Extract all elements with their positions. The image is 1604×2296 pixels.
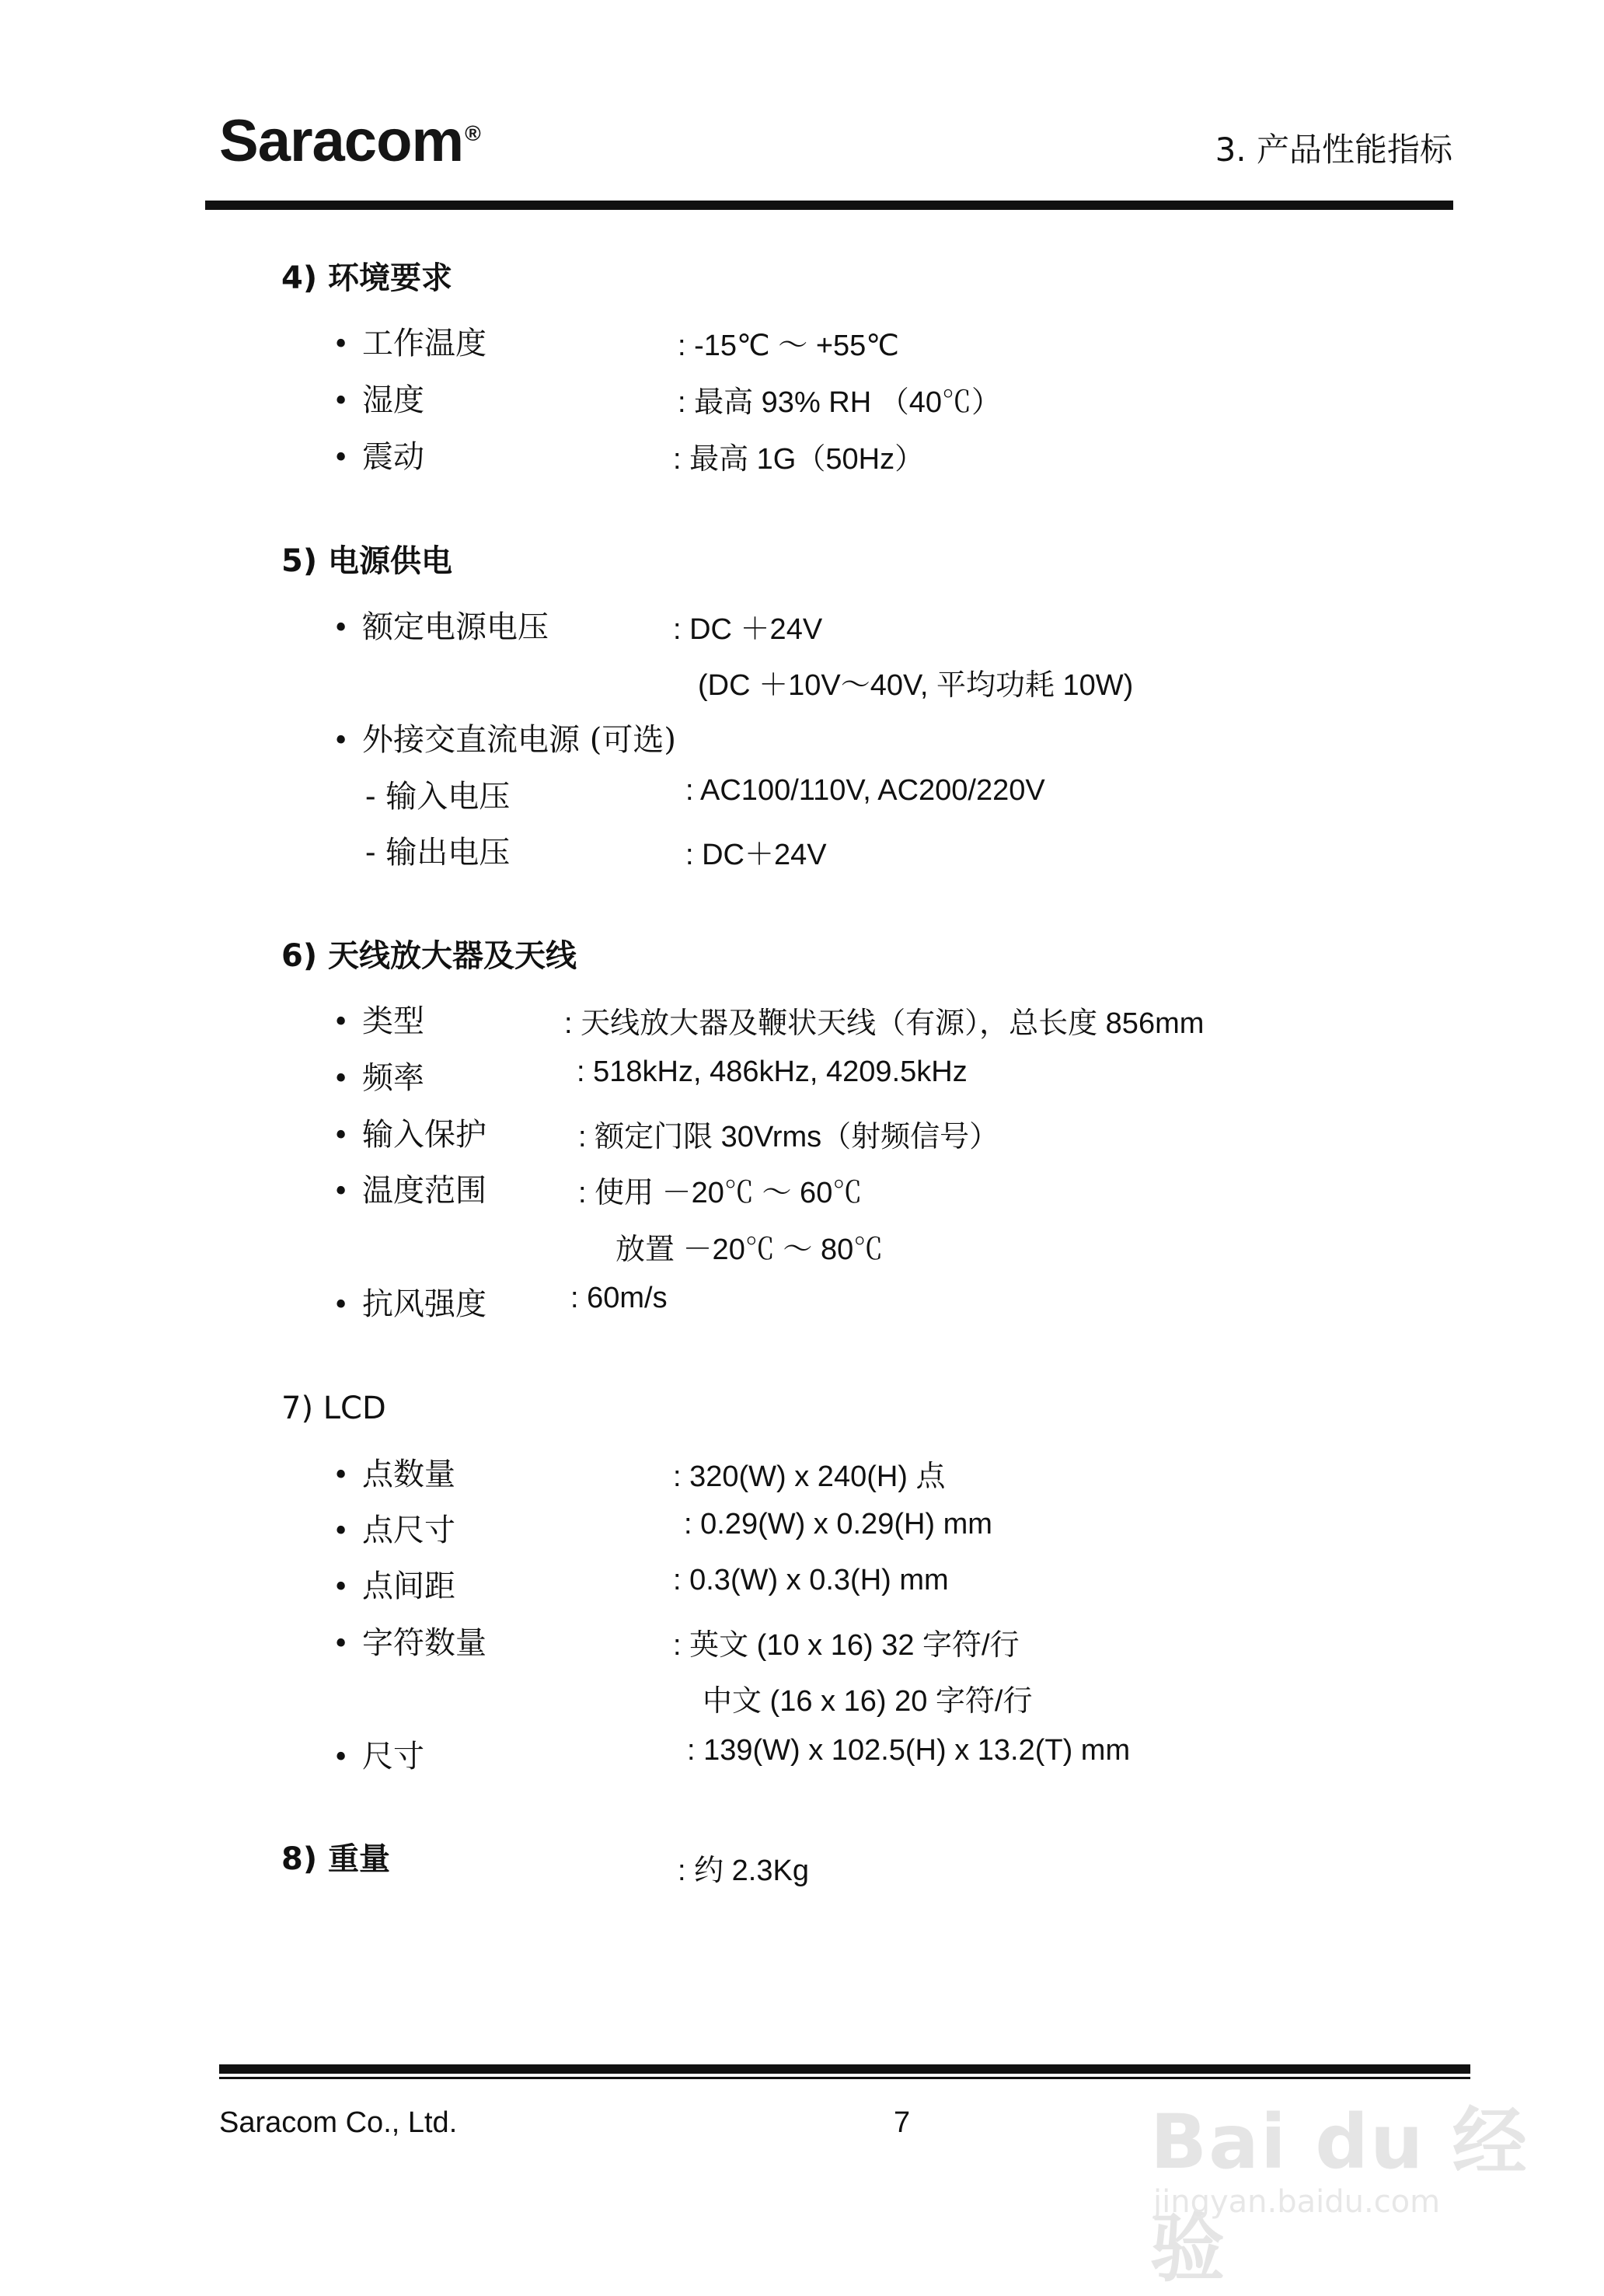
antenna-temp-label: • 温度范围	[333, 1166, 486, 1210]
antenna-freq-label: • 频率	[333, 1053, 424, 1097]
section-title-environment: 4) 环境要求	[281, 260, 453, 296]
power-rated-note: (DC ＋10V～40V, 平均功耗 10W)	[698, 669, 1134, 702]
antenna-protect-value: : 额定门限 30Vrms（射频信号）	[578, 1121, 999, 1153]
lcd-chars-label: • 字符数量	[333, 1618, 486, 1663]
section-title-power: 5) 电源供电	[281, 543, 453, 579]
section-title-lcd: 7) LCD	[281, 1391, 386, 1426]
power-rated-value: : DC ＋24V	[673, 613, 823, 646]
env-temp-value: : -15℃ ～ +55℃	[678, 330, 899, 362]
antenna-type-label: • 类型	[333, 996, 424, 1041]
power-input-value: : AC100/110V, AC200/220V	[685, 774, 1045, 807]
power-output-value: : DC＋24V	[685, 839, 827, 871]
baidu-watermark	[1135, 2036, 1539, 2292]
power-input-label: - 输入电压	[365, 779, 511, 815]
section-header-title: 3. 产品性能指标	[1215, 131, 1452, 169]
env-temp-label: • 工作温度	[333, 319, 486, 363]
weight-value: : 约 2.3Kg	[678, 1855, 809, 1887]
lcd-dots-value: : 320(W) x 240(H) 点	[673, 1460, 946, 1493]
power-output-label: - 输出电压	[365, 835, 511, 871]
power-external-label: • 外接交直流电源 (可选)	[333, 715, 676, 759]
env-humidity-label: • 湿度	[333, 375, 424, 420]
antenna-type-value: : 天线放大器及鞭状天线（有源），总长度 856mm	[564, 1007, 1205, 1040]
antenna-wind-value: : 60m/s	[570, 1282, 668, 1314]
lcd-dots-label: • 点数量	[333, 1450, 455, 1494]
lcd-size-value: : 139(W) x 102.5(H) x 13.2(T) mm	[687, 1734, 1131, 1767]
saracom-logo: Saracom®	[219, 108, 480, 174]
watermark-brand: Bai du 经验	[1150, 2099, 1529, 2292]
lcd-pitch-label: • 点间距	[333, 1561, 455, 1606]
env-vibration-label: • 震动	[333, 432, 424, 476]
env-humidity-value: : 最高 93% RH （40℃）	[678, 386, 1001, 419]
lcd-dotsize-value: : 0.29(W) x 0.29(H) mm	[684, 1508, 992, 1541]
footer-page-number: 7	[894, 2106, 911, 2139]
header-divider	[205, 201, 1453, 210]
lcd-chars-value-chinese: 中文 (16 x 16) 20 字符/行	[703, 1685, 1033, 1718]
antenna-protect-label: • 输入保护	[333, 1110, 486, 1154]
lcd-size-label: • 尺寸	[333, 1732, 424, 1776]
antenna-temp-value: : 使用 －20℃ ～ 60℃	[578, 1177, 863, 1209]
antenna-wind-label: • 抗风强度	[333, 1279, 486, 1324]
lcd-dotsize-label: • 点尺寸	[333, 1506, 455, 1550]
env-vibration-value: : 最高 1G（50Hz）	[673, 443, 925, 476]
section-title-weight: 8) 重量	[281, 1841, 391, 1877]
antenna-temp-value-storage: 放置 －20℃ ～ 80℃	[615, 1233, 884, 1266]
footer-company: Saracom Co., Ltd.	[219, 2106, 458, 2139]
lcd-pitch-value: : 0.3(W) x 0.3(H) mm	[673, 1564, 949, 1596]
antenna-freq-value: : 518kHz, 486kHz, 4209.5kHz	[577, 1056, 968, 1088]
power-rated-label: • 额定电源电压	[333, 602, 549, 647]
section-title-antenna: 6) 天线放大器及天线	[281, 938, 577, 974]
lcd-chars-value: : 英文 (10 x 16) 32 字符/行	[673, 1629, 1020, 1662]
watermark-url: jingyan.baidu.com	[1153, 2184, 1441, 2220]
